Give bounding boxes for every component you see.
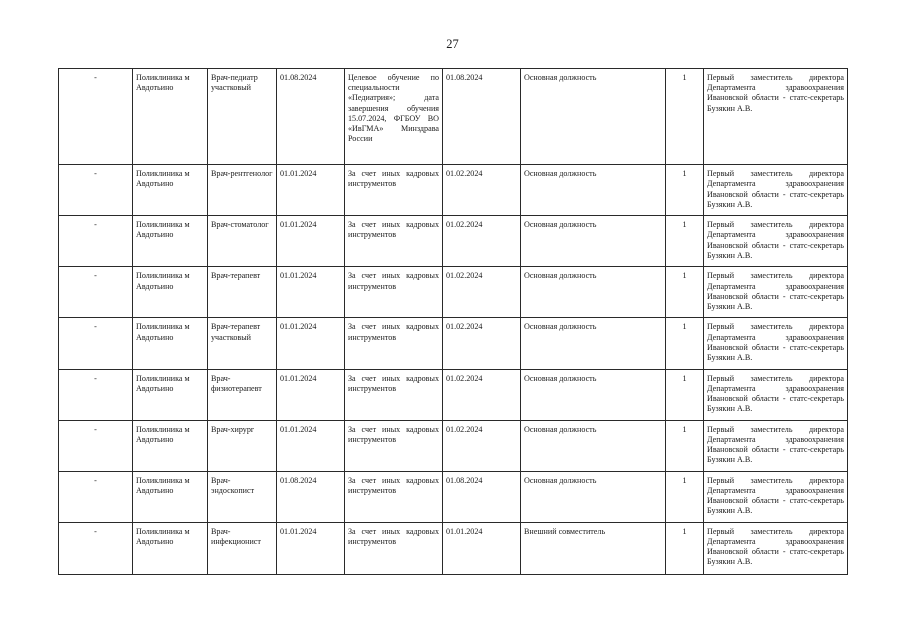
- quantity-cell: 1: [666, 471, 704, 522]
- quantity-cell: 1: [666, 165, 704, 216]
- row-marker: -: [59, 267, 133, 318]
- responsible-cell: Первый заместитель директора Департамента здравоохранения Ивановской области - статс-секретарь Бузякин А.В.: [704, 420, 848, 471]
- position-cell: Врач-физиотерапевт: [208, 369, 277, 420]
- position-cell: Врач-терапевт: [208, 267, 277, 318]
- facility-cell: Поликлиника м Авдотьино: [133, 522, 208, 574]
- position-type-cell: Основная должность: [521, 165, 666, 216]
- target-date-cell: 01.08.2024: [443, 69, 521, 165]
- position-cell: Врач-хирург: [208, 420, 277, 471]
- start-date-cell: 01.08.2024: [277, 69, 345, 165]
- responsible-cell: Первый заместитель директора Департамента здравоохранения Ивановской области - статс-секретарь Бузякин А.В.: [704, 267, 848, 318]
- row-marker: -: [59, 165, 133, 216]
- basis-cell: За счет иных кадровых инструментов: [345, 216, 443, 267]
- position-type-cell: Основная должность: [521, 216, 666, 267]
- position-type-cell: Основная должность: [521, 369, 666, 420]
- facility-cell: Поликлиника м Авдотьино: [133, 69, 208, 165]
- position-cell: Врач-педиатр участковый: [208, 69, 277, 165]
- position-type-cell: Основная должность: [521, 471, 666, 522]
- position-type-cell: Внешний совместитель: [521, 522, 666, 574]
- facility-cell: Поликлиника м Авдотьино: [133, 267, 208, 318]
- position-type-cell: Основная должность: [521, 420, 666, 471]
- position-cell: Врач-инфекционист: [208, 522, 277, 574]
- responsible-cell: Первый заместитель директора Департамента здравоохранения Ивановской области - статс-секретарь Бузякин А.В.: [704, 165, 848, 216]
- facility-cell: Поликлиника м Авдотьино: [133, 471, 208, 522]
- facility-cell: Поликлиника м Авдотьино: [133, 420, 208, 471]
- table-row: [59, 165, 848, 216]
- table-row: [59, 369, 848, 420]
- vacancy-table: [58, 68, 848, 575]
- quantity-cell: 1: [666, 216, 704, 267]
- table-row: [59, 471, 848, 522]
- position-cell: Врач-терапевт участковый: [208, 318, 277, 369]
- basis-cell: За счет иных кадровых инструментов: [345, 420, 443, 471]
- position-cell: Врач-рентгенолог: [208, 165, 277, 216]
- responsible-cell: Первый заместитель директора Департамента здравоохранения Ивановской области - статс-секретарь Бузякин А.В.: [704, 522, 848, 574]
- row-marker: -: [59, 369, 133, 420]
- responsible-cell: Первый заместитель директора Департамента здравоохранения Ивановской области - статс-секретарь Бузякин А.В.: [704, 369, 848, 420]
- responsible-cell: Первый заместитель директора Департамента здравоохранения Ивановской области - статс-секретарь Бузякин А.В.: [704, 69, 848, 165]
- start-date-cell: 01.01.2024: [277, 216, 345, 267]
- start-date-cell: 01.01.2024: [277, 420, 345, 471]
- basis-cell: За счет иных кадровых инструментов: [345, 522, 443, 574]
- basis-cell: За счет иных кадровых инструментов: [345, 471, 443, 522]
- position-type-cell: Основная должность: [521, 267, 666, 318]
- row-marker: -: [59, 471, 133, 522]
- responsible-cell: Первый заместитель директора Департамента здравоохранения Ивановской области - статс-секретарь Бузякин А.В.: [704, 471, 848, 522]
- position-type-cell: Основная должность: [521, 318, 666, 369]
- table-row: [59, 69, 848, 165]
- quantity-cell: 1: [666, 522, 704, 574]
- basis-cell: За счет иных кадровых инструментов: [345, 267, 443, 318]
- start-date-cell: 01.01.2024: [277, 522, 345, 574]
- position-type-cell: Основная должность: [521, 69, 666, 165]
- facility-cell: Поликлиника м Авдотьино: [133, 318, 208, 369]
- facility-cell: Поликлиника м Авдотьино: [133, 369, 208, 420]
- table-row: [59, 267, 848, 318]
- basis-cell: Целевое обучение по специальности «Педиатрия»; дата завершения обучения 15.07.2024, ФГБОУ ВО «ИвГМА» Минздрава России: [345, 69, 443, 165]
- table-row: [59, 522, 848, 574]
- responsible-cell: Первый заместитель директора Департамента здравоохранения Ивановской области - статс-секретарь Бузякин А.В.: [704, 216, 848, 267]
- facility-cell: Поликлиника м Авдотьино: [133, 165, 208, 216]
- quantity-cell: 1: [666, 69, 704, 165]
- start-date-cell: 01.08.2024: [277, 471, 345, 522]
- row-marker: -: [59, 420, 133, 471]
- start-date-cell: 01.01.2024: [277, 318, 345, 369]
- target-date-cell: 01.02.2024: [443, 420, 521, 471]
- start-date-cell: 01.01.2024: [277, 267, 345, 318]
- responsible-cell: Первый заместитель директора Департамента здравоохранения Ивановской области - статс-секретарь Бузякин А.В.: [704, 318, 848, 369]
- row-marker: -: [59, 216, 133, 267]
- row-marker: -: [59, 69, 133, 165]
- target-date-cell: 01.02.2024: [443, 318, 521, 369]
- quantity-cell: 1: [666, 369, 704, 420]
- quantity-cell: 1: [666, 318, 704, 369]
- start-date-cell: 01.01.2024: [277, 165, 345, 216]
- table-row: [59, 420, 848, 471]
- position-cell: Врач-стоматолог: [208, 216, 277, 267]
- basis-cell: За счет иных кадровых инструментов: [345, 318, 443, 369]
- target-date-cell: 01.02.2024: [443, 369, 521, 420]
- target-date-cell: 01.02.2024: [443, 165, 521, 216]
- target-date-cell: 01.02.2024: [443, 267, 521, 318]
- table-row: [59, 318, 848, 369]
- facility-cell: Поликлиника м Авдотьино: [133, 216, 208, 267]
- quantity-cell: 1: [666, 267, 704, 318]
- start-date-cell: 01.01.2024: [277, 369, 345, 420]
- position-cell: Врач-эндоскопист: [208, 471, 277, 522]
- basis-cell: За счет иных кадровых инструментов: [345, 369, 443, 420]
- target-date-cell: 01.02.2024: [443, 216, 521, 267]
- row-marker: -: [59, 522, 133, 574]
- row-marker: -: [59, 318, 133, 369]
- quantity-cell: 1: [666, 420, 704, 471]
- basis-cell: За счет иных кадровых инструментов: [345, 165, 443, 216]
- table-row: [59, 216, 848, 267]
- page-number: 27: [446, 37, 459, 51]
- target-date-cell: 01.08.2024: [443, 471, 521, 522]
- target-date-cell: 01.01.2024: [443, 522, 521, 574]
